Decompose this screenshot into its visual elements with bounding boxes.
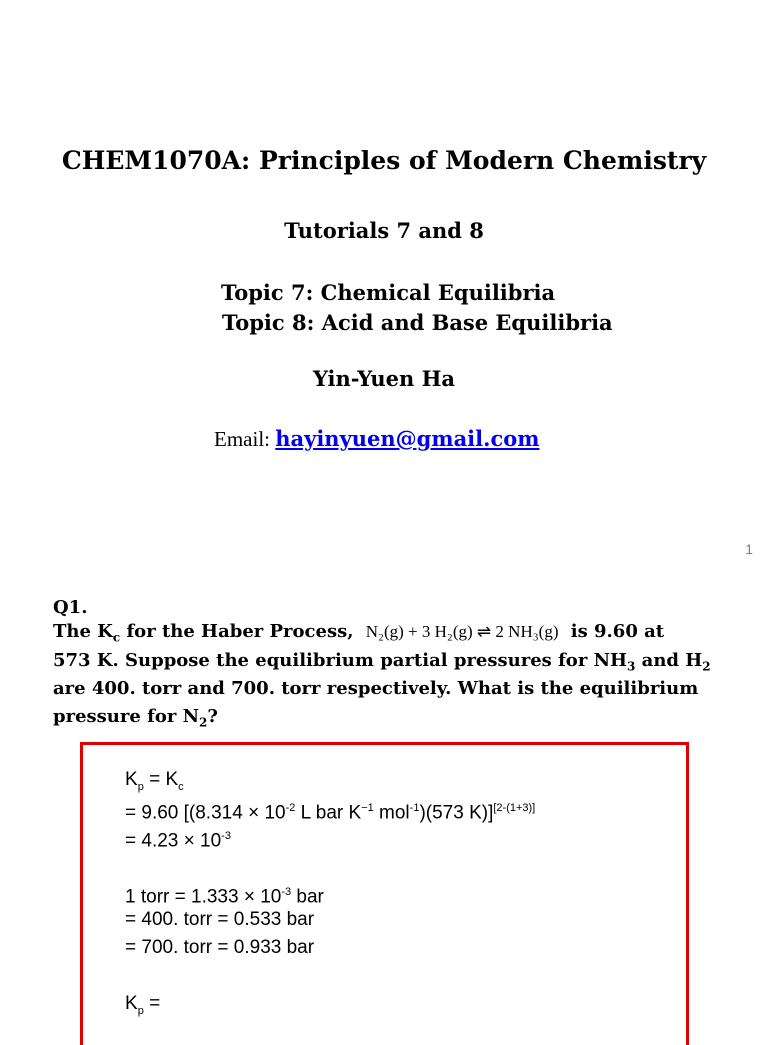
calc-sup: [2-(1+3)] xyxy=(493,802,536,814)
q-text: for the Haber Process, xyxy=(120,621,354,642)
calc-sub: p xyxy=(137,1004,144,1017)
reaction-reactants: N₂(g) + 3 H₂(g) xyxy=(365,622,473,641)
q-text: and H xyxy=(635,650,703,671)
calc-text: = xyxy=(143,993,161,1014)
question-label: Q1. xyxy=(53,597,88,618)
calc-text: mol xyxy=(373,802,410,824)
reaction-equation xyxy=(366,622,559,641)
calc-sub: p xyxy=(137,780,144,793)
calc-line-7 xyxy=(125,990,160,1025)
calc-text: K xyxy=(125,769,138,790)
calc-line-6: = 700. torr = 0.933 bar xyxy=(125,937,315,958)
email-label: Email: xyxy=(214,427,276,451)
q-sub: 2 xyxy=(702,659,711,674)
course-title: CHEM1070A: Principles of Modern Chemistry xyxy=(61,146,707,175)
calc-text: = 4.23 × 10 xyxy=(125,830,222,852)
calc-text: K xyxy=(125,993,138,1014)
calc-line-5: = 400. torr = 0.533 bar xyxy=(125,909,315,930)
q-text: 573 K. Suppose the equilibrium partial pressures for NH xyxy=(53,650,628,671)
question-slide xyxy=(0,576,768,1024)
q-sub: 3 xyxy=(627,659,636,674)
topic-8-heading: Topic 8: Acid and Base Equilibria xyxy=(222,310,613,335)
email-link[interactable]: hayinyuen@gmail.com xyxy=(275,426,540,451)
calc-text: bar xyxy=(291,886,324,908)
question-line-3: are 400. torr and 700. torr respectively. What is the equilibrium xyxy=(53,678,699,699)
calc-text: L bar K xyxy=(295,802,362,824)
calc-line-3 xyxy=(125,822,231,855)
q-text: The K xyxy=(53,621,113,642)
q-text: is 9.60 at xyxy=(570,621,665,642)
q-sub: c xyxy=(112,630,121,645)
q-sub: 2 xyxy=(199,715,208,730)
calc-text: )(573 K)] xyxy=(419,802,494,824)
calc-sup: -1 xyxy=(409,802,420,814)
question-line-4 xyxy=(53,703,218,737)
calc-sub: c xyxy=(178,780,184,793)
calc-sup: -3 xyxy=(281,886,292,898)
calc-sup: −1 xyxy=(361,802,374,814)
calc-text: = K xyxy=(143,769,179,790)
page-number: 1 xyxy=(745,541,753,557)
tutorials-subtitle: Tutorials 7 and 8 xyxy=(284,218,484,243)
calc-text: 1 torr = 1.333 × 10 xyxy=(125,886,282,908)
q-text: ? xyxy=(207,706,218,727)
calc-sup: -2 xyxy=(285,802,296,814)
email-line xyxy=(214,426,539,452)
equilibrium-arrow-icon: ⇌ xyxy=(476,622,492,641)
q-text: pressure for N xyxy=(53,706,200,727)
calc-text: = 9.60 [(8.314 × 10 xyxy=(125,802,286,824)
topic-7-heading: Topic 7: Chemical Equilibria xyxy=(221,280,556,305)
calc-sup: -3 xyxy=(221,830,231,842)
author-name: Yin-Yuen Ha xyxy=(312,366,456,391)
reaction-products: 2 NH₃(g) xyxy=(495,622,559,641)
